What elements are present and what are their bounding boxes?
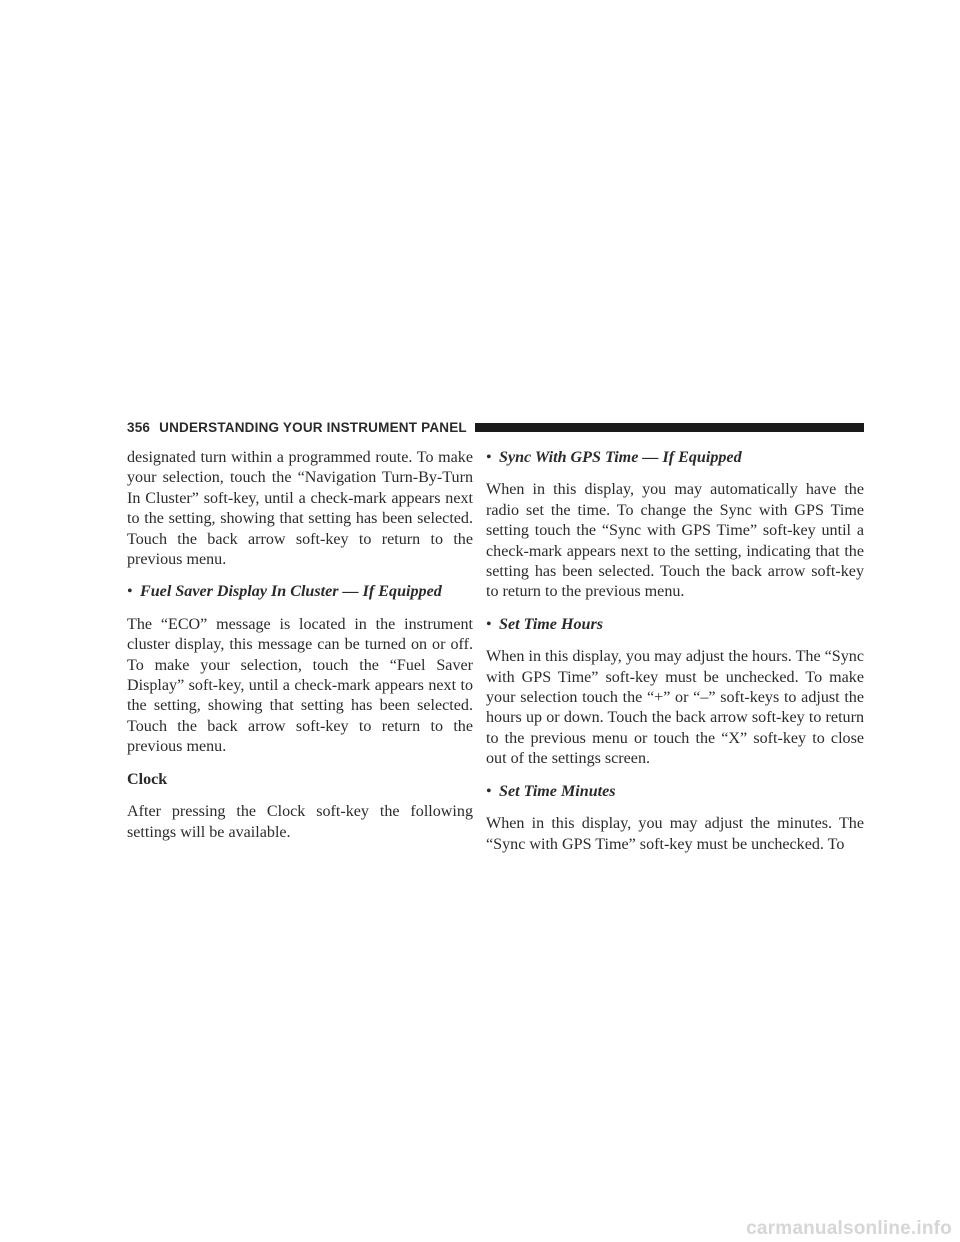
bullet-heading-text: Set Time Hours — [499, 615, 604, 633]
subheading: Clock — [127, 770, 168, 788]
paragraph: When in this display, you may automatically have the radio set the time. To change the Sync with GPS Time setting touch the “Sync with GPS Time” soft-key until a check-mark appears next to the setting, indicating that the setting has been selected. Touch the back arrow soft-key to return to the previous menu. — [486, 481, 864, 601]
bullet-heading — [486, 448, 864, 468]
bullet-icon: • — [486, 782, 492, 800]
section-title: UNDERSTANDING YOUR INSTRUMENT PANEL — [159, 419, 467, 435]
paragraph: designated turn within a programmed route. To make your selection, touch the “Navigation Turn-By-Turn In Cluster” soft-key, until a check-mark appears next to the setting, showing that setting has been selected. Touch the back arrow soft-key to return to the previous menu. — [127, 449, 473, 569]
paragraph: When in this display, you may adjust the minutes. The “Sync with GPS Time” soft-key must be unchecked. To — [486, 815, 864, 853]
header-rule — [475, 423, 864, 432]
paragraph: When in this display, you may adjust the hours. The “Sync with GPS Time” soft-key must be unchecked. To make your selection touch the “+” or “–” soft-keys to adjust the hours up or down. Touch the back arrow soft-key to return to the previous menu or touch the “X” soft-key to close out of the settings screen. — [486, 648, 864, 768]
paragraph: After pressing the Clock soft-key the following settings will be available. — [127, 803, 473, 841]
bullet-heading — [127, 582, 473, 602]
right-column — [486, 448, 864, 867]
page-header — [127, 418, 864, 436]
page-number: 356 — [127, 419, 151, 435]
left-column — [127, 448, 473, 855]
bullet-icon: • — [127, 583, 133, 601]
bullet-icon: • — [486, 449, 492, 466]
bullet-heading-text: Set Time Minutes — [499, 782, 616, 800]
bullet-heading-text: Sync With GPS Time — If Equipped — [499, 449, 742, 466]
watermark: carmanualsonline.info — [746, 1218, 952, 1239]
paragraph: The “ECO” message is located in the instrument cluster display, this message can be turned on or off. To make your selection, touch the “Fuel Saver Display” soft-key, until a check-mark appears next to the setting, showing that setting has been selected. Touch the back arrow soft-key to return to the previous menu. — [127, 615, 473, 756]
bullet-icon: • — [486, 615, 492, 633]
bullet-heading — [486, 782, 864, 802]
bullet-heading-text: Fuel Saver Display In Cluster — If Equipped — [140, 583, 442, 601]
bullet-heading — [486, 615, 864, 635]
